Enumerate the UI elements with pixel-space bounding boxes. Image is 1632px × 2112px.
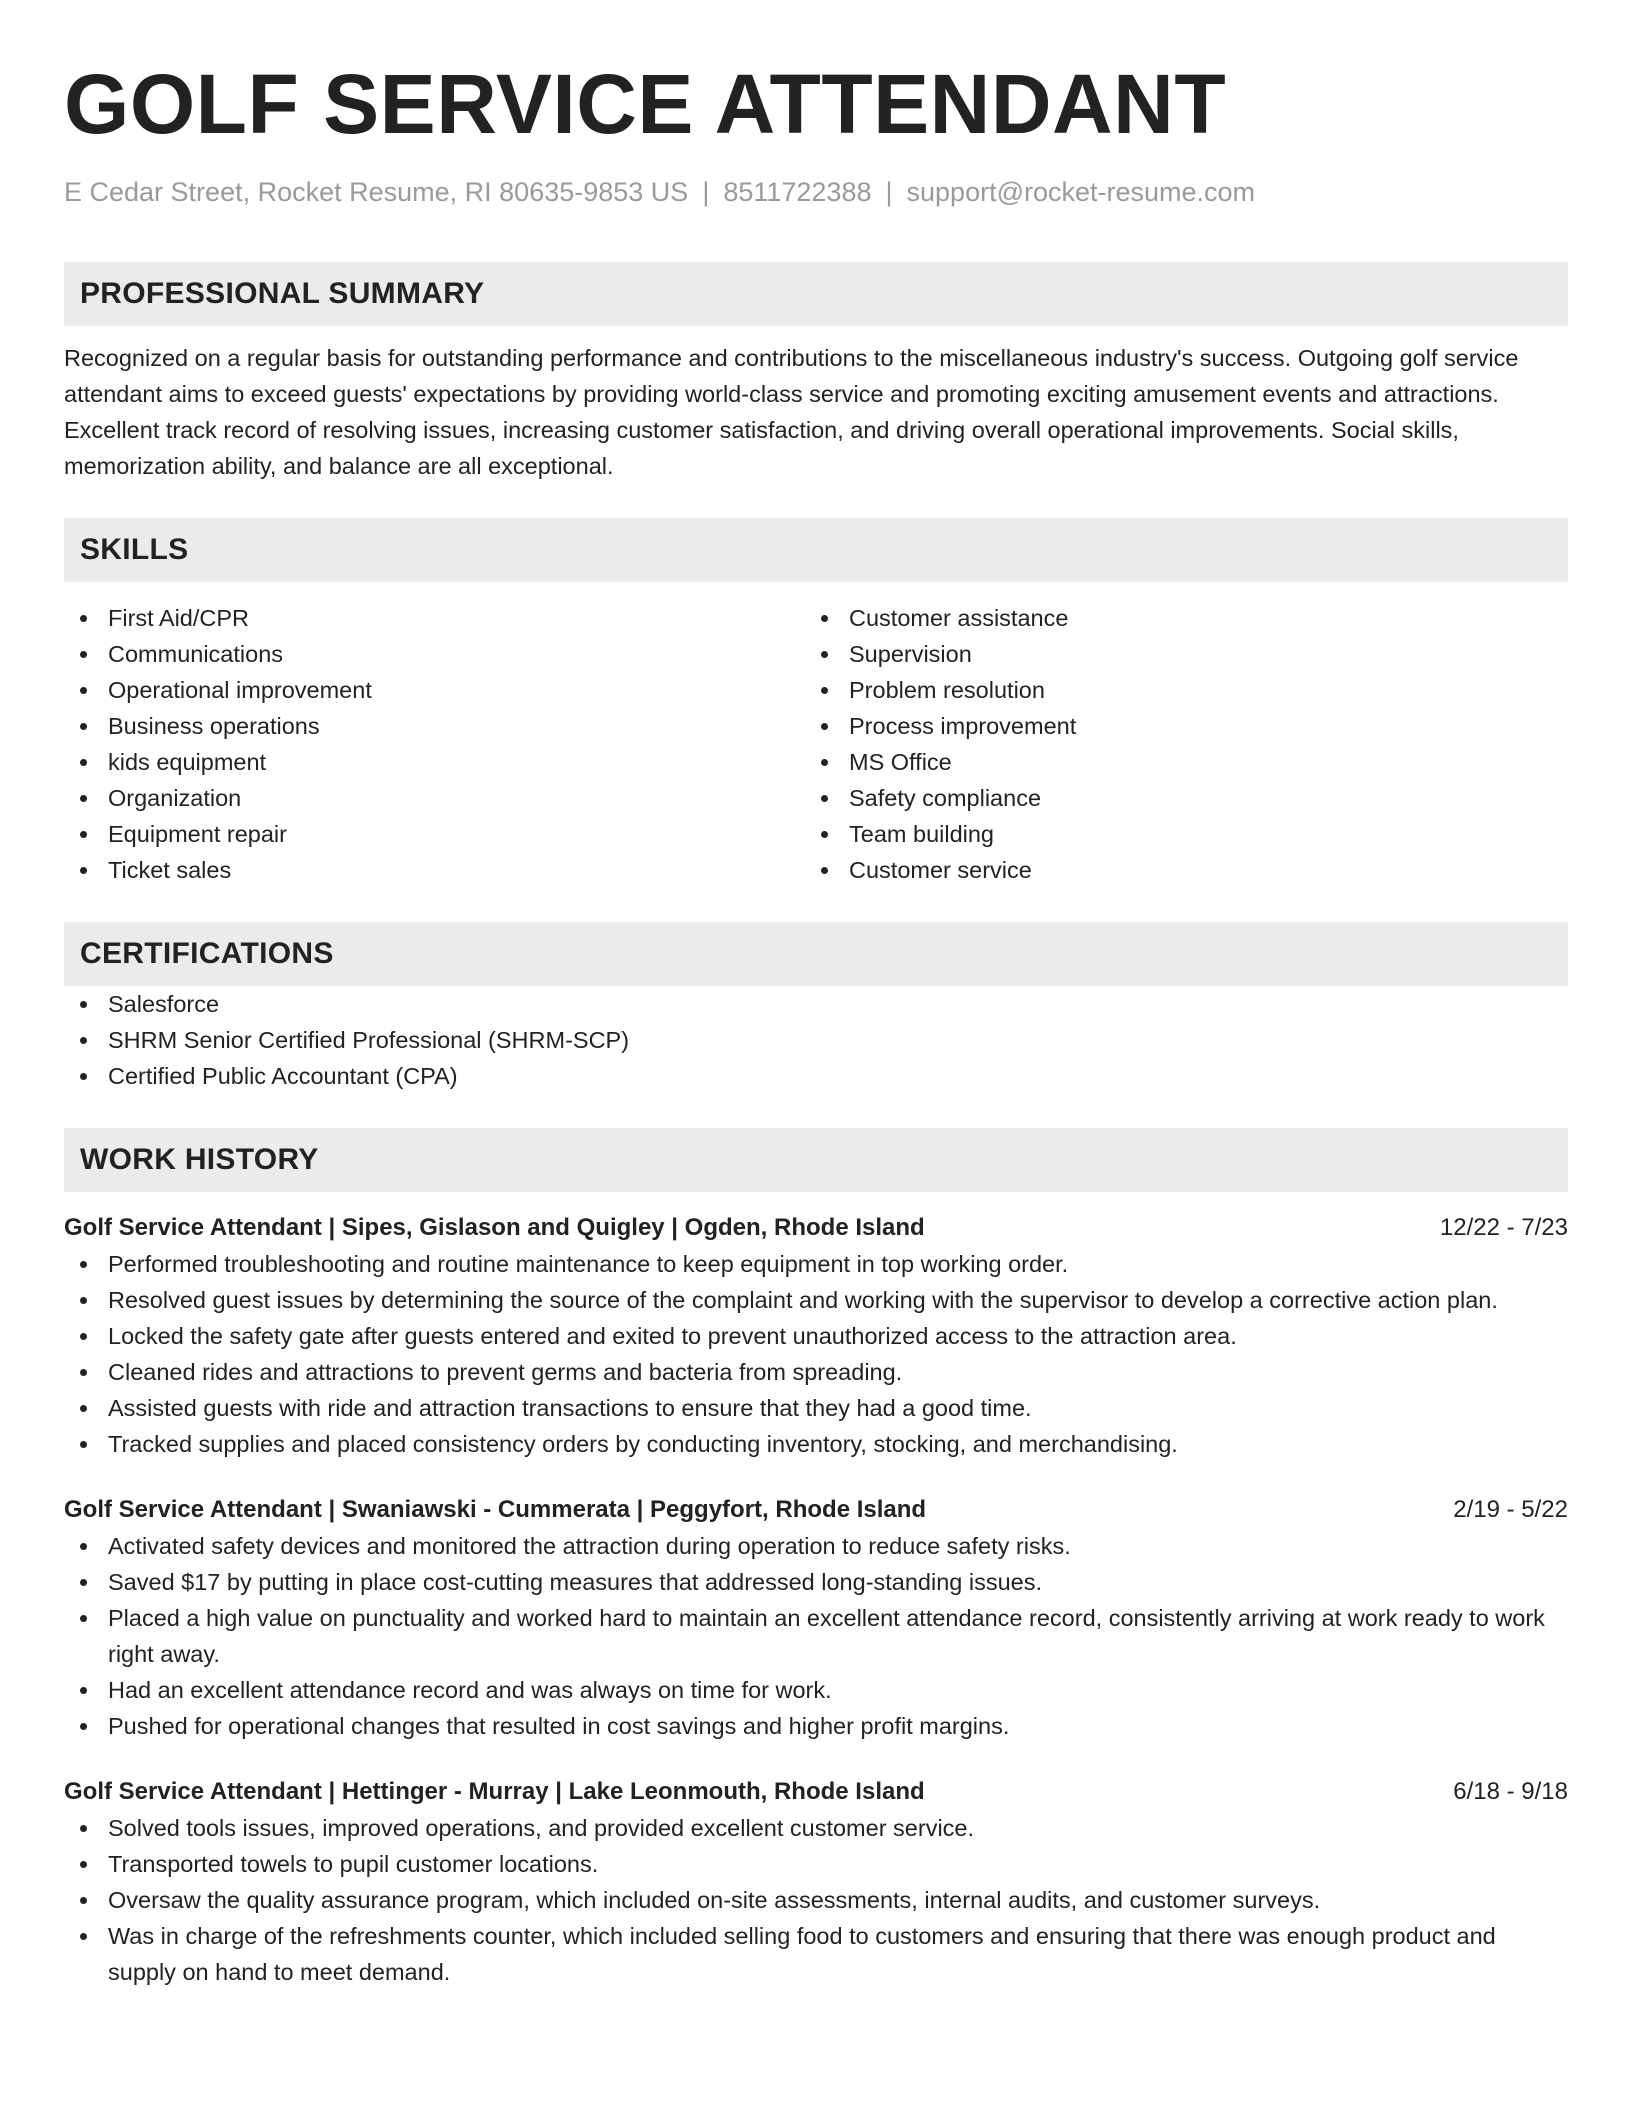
page-title: GOLF SERVICE ATTENDANT [64, 57, 1227, 151]
contact-separator: | [702, 177, 710, 207]
skills-column-right [805, 600, 1546, 888]
skill-item: Safety compliance [805, 780, 1546, 816]
contact-line [64, 174, 1568, 210]
contact-separator: | [885, 177, 893, 207]
job-bullet: Tracked supplies and placed consistency orders by conducting inventory, stocking, and merchandising. [64, 1426, 1568, 1462]
job-heading [64, 1492, 1568, 1528]
contact-phone: 8511722388 [723, 177, 872, 207]
skill-item: Business operations [64, 708, 805, 744]
skills-grid [64, 600, 1568, 888]
job-heading [64, 1774, 1568, 1810]
job-dates: 6/18 - 9/18 [1453, 1778, 1568, 1805]
skill-item: Team building [805, 816, 1546, 852]
contact-address: E Cedar Street, Rocket Resume, RI 80635-9853 US [64, 177, 689, 207]
job-bullet: Solved tools issues, improved operations, and provided excellent customer service. [64, 1810, 1568, 1846]
skill-item: First Aid/CPR [64, 600, 805, 636]
skill-item: kids equipment [64, 744, 805, 780]
section-header-certifications: CERTIFICATIONS [64, 922, 1568, 986]
job-bullet: Performed troubleshooting and routine maintenance to keep equipment in top working order. [64, 1246, 1568, 1282]
skill-item: Organization [64, 780, 805, 816]
job-dates: 12/22 - 7/23 [1439, 1214, 1568, 1241]
skill-item: Customer assistance [805, 600, 1546, 636]
skill-item: Ticket sales [64, 852, 805, 888]
job-title: Golf Service Attendant | Sipes, Gislason and Quigley | Ogden, Rhode Island [64, 1214, 925, 1241]
skill-item: Problem resolution [805, 672, 1546, 708]
job-bullet: Had an excellent attendance record and was always on time for work. [64, 1672, 1568, 1708]
job-bullet: Oversaw the quality assurance program, which included on-site assessments, internal audits, and customer surveys. [64, 1882, 1568, 1918]
job-bullet: Transported towels to pupil customer locations. [64, 1846, 1568, 1882]
job-bullet: Placed a high value on punctuality and worked hard to maintain an excellent attendance record, consistently arriving at work ready to work right away. [64, 1600, 1568, 1672]
job-bullet: Activated safety devices and monitored the attraction during operation to reduce safety risks. [64, 1528, 1568, 1564]
skill-item: Equipment repair [64, 816, 805, 852]
skill-item: Supervision [805, 636, 1546, 672]
job-dates: 2/19 - 5/22 [1453, 1496, 1568, 1523]
job-title: Golf Service Attendant | Swaniawski - Cummerata | Peggyfort, Rhode Island [64, 1496, 927, 1523]
certification-item: Certified Public Accountant (CPA) [64, 1058, 1568, 1094]
certifications-list [64, 986, 1568, 1094]
job-title: Golf Service Attendant | Hettinger - Murray | Lake Leonmouth, Rhode Island [64, 1778, 925, 1805]
certification-item: Salesforce [64, 986, 1568, 1022]
skill-item: MS Office [805, 744, 1546, 780]
section-header-skills: SKILLS [64, 518, 1568, 582]
skill-item: Customer service [805, 852, 1546, 888]
section-header-summary: PROFESSIONAL SUMMARY [64, 262, 1568, 326]
job-bullet: Was in charge of the refreshments counter, which included selling food to customers and ensuring that there was enough product and supply on hand to meet demand. [64, 1918, 1568, 1990]
job-bullet: Cleaned rides and attractions to prevent germs and bacteria from spreading. [64, 1354, 1568, 1390]
section-header-work-history: WORK HISTORY [64, 1128, 1568, 1192]
skills-column-left [64, 600, 805, 888]
job-bullet: Resolved guest issues by determining the source of the complaint and working with the supervisor to develop a corrective action plan. [64, 1282, 1568, 1318]
contact-email: support@rocket-resume.com [906, 177, 1256, 207]
job-bullet: Pushed for operational changes that resulted in cost savings and higher profit margins. [64, 1708, 1568, 1744]
certification-item: SHRM Senior Certified Professional (SHRM-SCP) [64, 1022, 1568, 1058]
job-heading [64, 1210, 1568, 1246]
job-bullets [64, 1528, 1568, 1744]
job-bullet: Assisted guests with ride and attraction transactions to ensure that they had a good time. [64, 1390, 1568, 1426]
skill-item: Process improvement [805, 708, 1546, 744]
job-bullets [64, 1810, 1568, 1990]
skill-item: Communications [64, 636, 805, 672]
summary-text: Recognized on a regular basis for outstanding performance and contributions to the miscellaneous industry's success. Outgoing golf service attendant aims to exceed guests' expectations by providing world-class service and promoting exciting amusement events and attractions. Excellent track record of resolving issues, increasing customer satisfaction, and driving overall operational improvements. Social skills, memorization ability, and balance are all exceptional. [64, 345, 1519, 479]
job-bullet: Saved $17 by putting in place cost-cutting measures that addressed long-standing issues. [64, 1564, 1568, 1600]
job-bullet: Locked the safety gate after guests entered and exited to prevent unauthorized access to the attraction area. [64, 1318, 1568, 1354]
job-bullets [64, 1246, 1568, 1462]
skill-item: Operational improvement [64, 672, 805, 708]
